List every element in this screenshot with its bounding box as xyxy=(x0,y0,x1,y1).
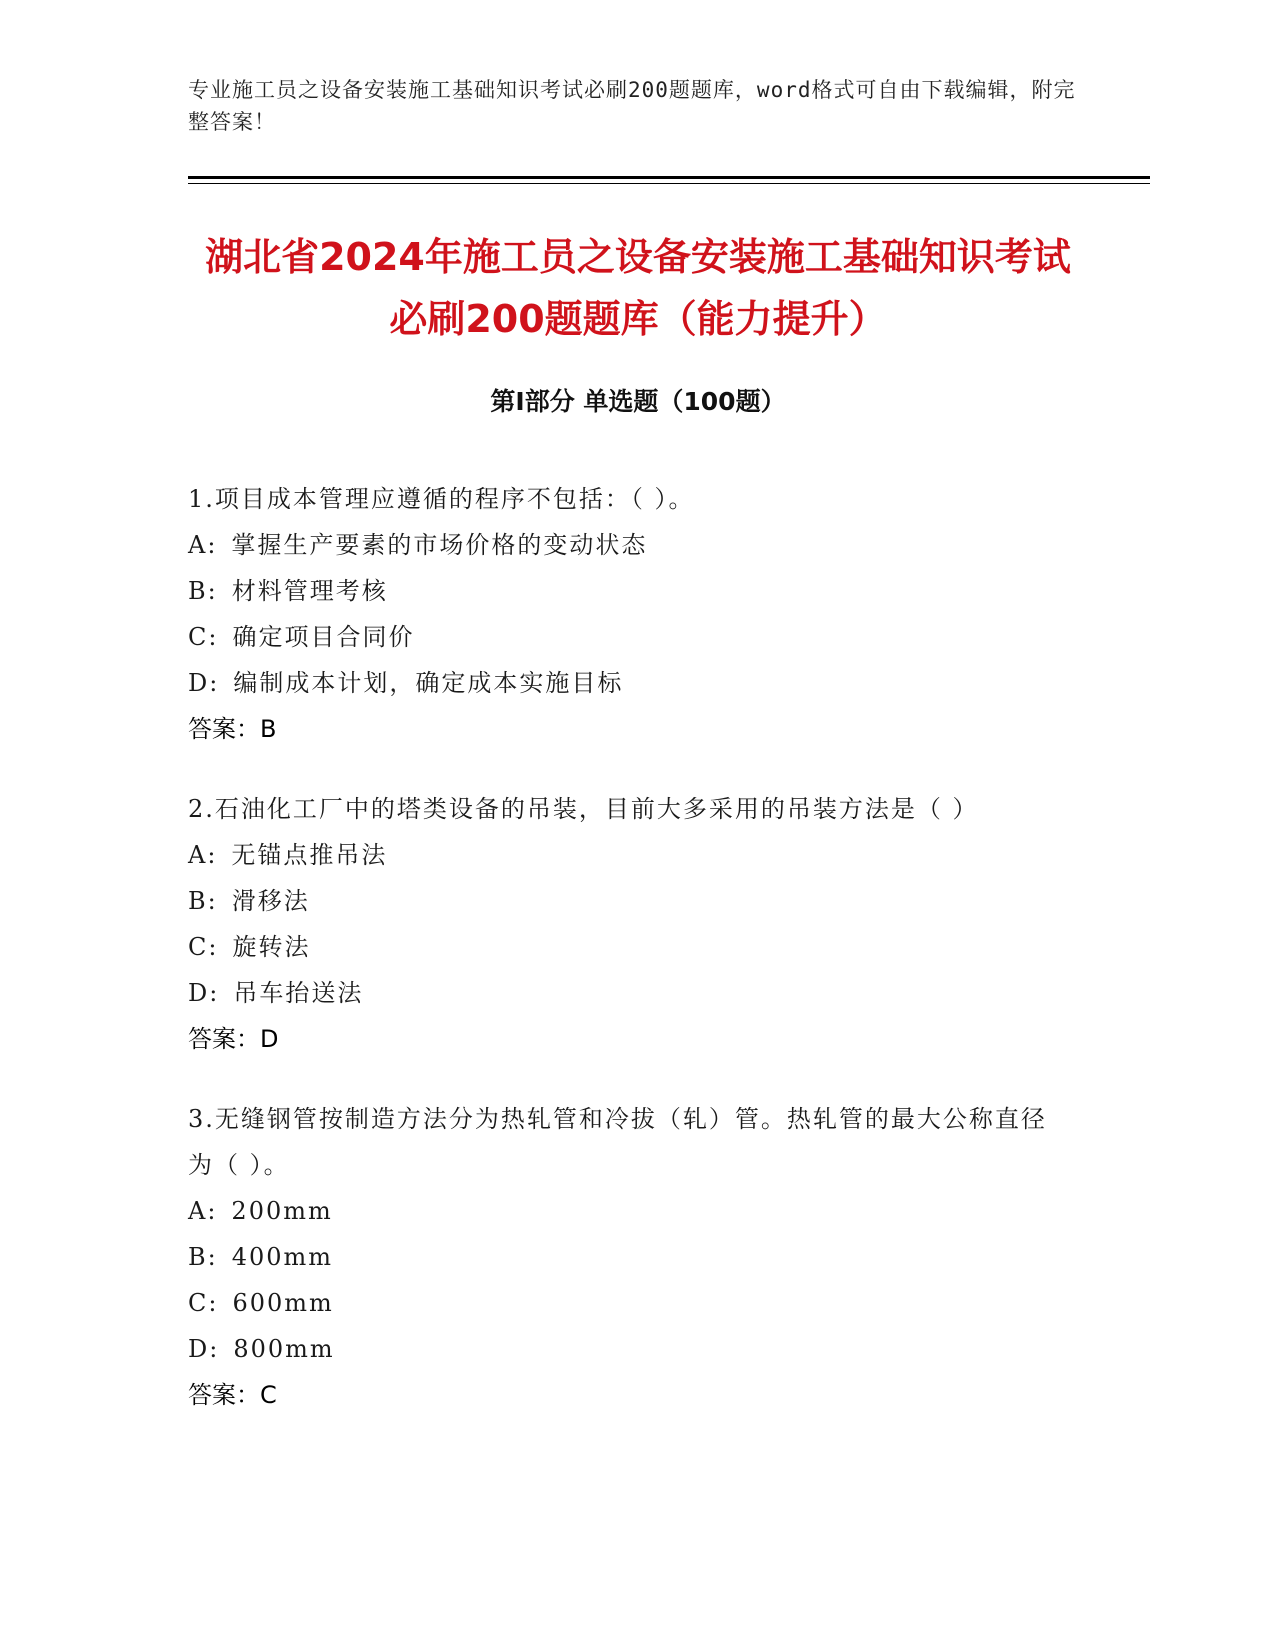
question-item xyxy=(188,476,1068,752)
option-a xyxy=(188,522,1068,568)
option-b xyxy=(188,1234,1068,1280)
option-letter: A: xyxy=(188,1197,218,1225)
option-d xyxy=(188,1326,1068,1372)
option-text: 滑移法 xyxy=(231,887,310,915)
option-c xyxy=(188,614,1068,660)
header-divider-thin xyxy=(188,183,1150,184)
question-list xyxy=(188,476,1068,1452)
answer-line: 答案：D xyxy=(188,1025,279,1053)
option-letter: B: xyxy=(188,1243,218,1271)
option-text: 掌握生产要素的市场价格的变动状态 xyxy=(231,531,648,559)
question-stem: 1.项目成本管理应遵循的程序不包括：（ ）。 xyxy=(188,485,695,513)
option-text: 确定项目合同价 xyxy=(232,623,415,651)
option-letter: C: xyxy=(188,933,219,961)
option-c xyxy=(188,1280,1068,1326)
header-note: 专业施工员之设备安装施工基础知识考试必刷200题题库，word格式可自由下载编辑，附完整答案！ xyxy=(188,78,1076,134)
option-letter: D: xyxy=(188,1335,220,1363)
option-letter: D: xyxy=(188,979,220,1007)
question-item xyxy=(188,1096,1068,1418)
document-title: 湖北省2024年施工员之设备安装施工基础知识考试必刷200题题库（能力提升） xyxy=(205,235,1071,341)
option-c xyxy=(188,924,1068,970)
option-text: 材料管理考核 xyxy=(231,577,388,605)
option-text: 400mm xyxy=(231,1243,334,1271)
option-d xyxy=(188,970,1068,1016)
option-letter: B: xyxy=(188,577,218,605)
question-stem: 2.石油化工厂中的塔类设备的吊装，目前大多采用的吊装方法是（ ） xyxy=(188,795,979,823)
option-letter: C: xyxy=(188,623,219,651)
option-a xyxy=(188,832,1068,878)
option-text: 无锚点推吊法 xyxy=(231,841,388,869)
option-a xyxy=(188,1188,1068,1234)
question-stem: 3.无缝钢管按制造方法分为热轧管和冷拔（轧）管。热轧管的最大公称直径为（ ）。 xyxy=(188,1105,1047,1179)
option-text: 吊车抬送法 xyxy=(233,979,364,1007)
answer-line: 答案：C xyxy=(188,1381,277,1409)
option-text: 800mm xyxy=(233,1335,335,1363)
option-letter: C: xyxy=(188,1289,219,1317)
question-item xyxy=(188,786,1068,1062)
option-b xyxy=(188,568,1068,614)
answer-line: 答案：B xyxy=(188,715,277,743)
option-letter: A: xyxy=(188,531,218,559)
option-text: 200mm xyxy=(231,1197,333,1225)
option-letter: A: xyxy=(188,841,218,869)
option-text: 编制成本计划，确定成本实施目标 xyxy=(233,669,624,697)
option-text: 旋转法 xyxy=(232,933,311,961)
header-divider-thick xyxy=(188,176,1150,179)
option-b xyxy=(188,878,1068,924)
option-text: 600mm xyxy=(232,1289,334,1317)
option-letter: B: xyxy=(188,887,218,915)
option-letter: D: xyxy=(188,669,220,697)
option-d xyxy=(188,660,1068,706)
section-title: 第Ⅰ部分 单选题（100题） xyxy=(490,387,786,416)
